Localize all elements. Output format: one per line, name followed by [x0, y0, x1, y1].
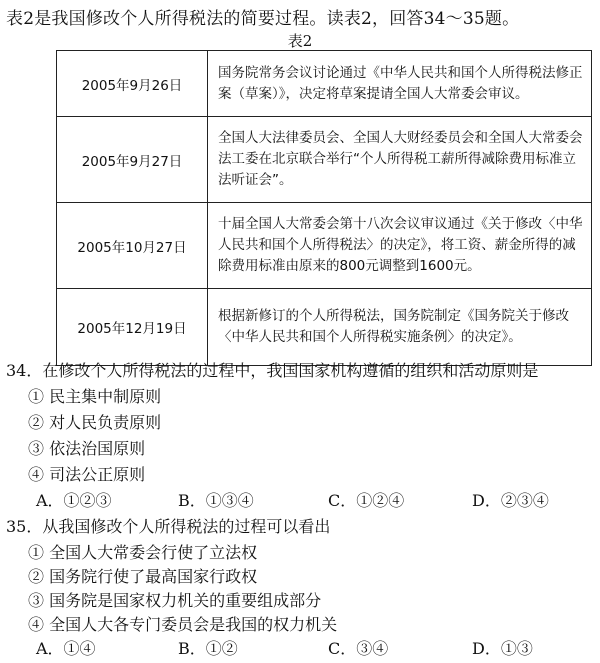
answer-choice-c[interactable]: C．①②④ — [328, 491, 405, 510]
event-cell: 国务院常务会议讨论通过《中华人民共和国个人所得税法修正案（草案）》，决定将草案提请全国人大常委会审议。 — [208, 51, 592, 117]
question-stem: 35．从我国修改个人所得税法的过程可以看出 — [6, 517, 331, 536]
event-cell: 根据新修订的个人所得税法，国务院制定《国务院关于修改〈中华人民共和国个人所得税实施条例〉的决定》。 — [208, 289, 592, 366]
date-cell: 2005年9月26日 — [57, 51, 208, 117]
statement-option: ① 民主集中制原则 — [28, 387, 162, 406]
statement-option: ③ 国务院是国家权力机关的重要组成部分 — [28, 591, 322, 610]
date-cell: 2005年12月19日 — [57, 289, 208, 366]
answer-choice-b[interactable]: B．①② — [178, 639, 238, 658]
intro-text: 表2是我国修改个人所得税法的简要过程。读表2，回答34～35题。 — [6, 9, 520, 29]
answer-choice-d[interactable]: D．②③④ — [472, 491, 549, 510]
legislation-table — [56, 50, 592, 366]
answer-choice-a[interactable]: A．①④ — [36, 639, 96, 658]
answer-choice-a[interactable]: A．①②③ — [36, 491, 112, 510]
table-caption: 表2 — [287, 32, 313, 50]
event-cell: 十届全国人大常委会第十八次会议审议通过《关于修改〈中华人民共和国个人所得税法〉的决定》，将工资、薪金所得的减除费用标准由原来的800元调整到1600元。 — [208, 203, 592, 289]
statement-option: ① 全国人大常委会行使了立法权 — [28, 543, 258, 562]
date-cell: 2005年9月27日 — [57, 117, 208, 203]
table-row — [57, 51, 592, 117]
statement-option: ④ 司法公正原则 — [28, 465, 146, 484]
table-row — [57, 117, 592, 203]
answer-choice-c[interactable]: C．③④ — [328, 639, 389, 658]
table-row — [57, 289, 592, 366]
answer-choice-b[interactable]: B．①③④ — [178, 491, 254, 510]
question-stem: 34．在修改个人所得税法的过程中，我国国家机构遵循的组织和活动原则是 — [6, 361, 539, 380]
event-cell: 全国人大法律委员会、全国人大财经委员会和全国人大常委会法工委在北京联合举行“个人所得税工薪所得减除费用标准立法听证会”。 — [208, 117, 592, 203]
table-row — [57, 203, 592, 289]
statement-option: ② 对人民负责原则 — [28, 413, 162, 432]
statement-option: ③ 依法治国原则 — [28, 439, 146, 458]
statement-option: ④ 全国人大各专门委员会是我国的权力机关 — [28, 615, 338, 634]
statement-option: ② 国务院行使了最高国家行政权 — [28, 567, 258, 586]
date-cell: 2005年10月27日 — [57, 203, 208, 289]
answer-choice-d[interactable]: D．①③ — [472, 639, 533, 658]
